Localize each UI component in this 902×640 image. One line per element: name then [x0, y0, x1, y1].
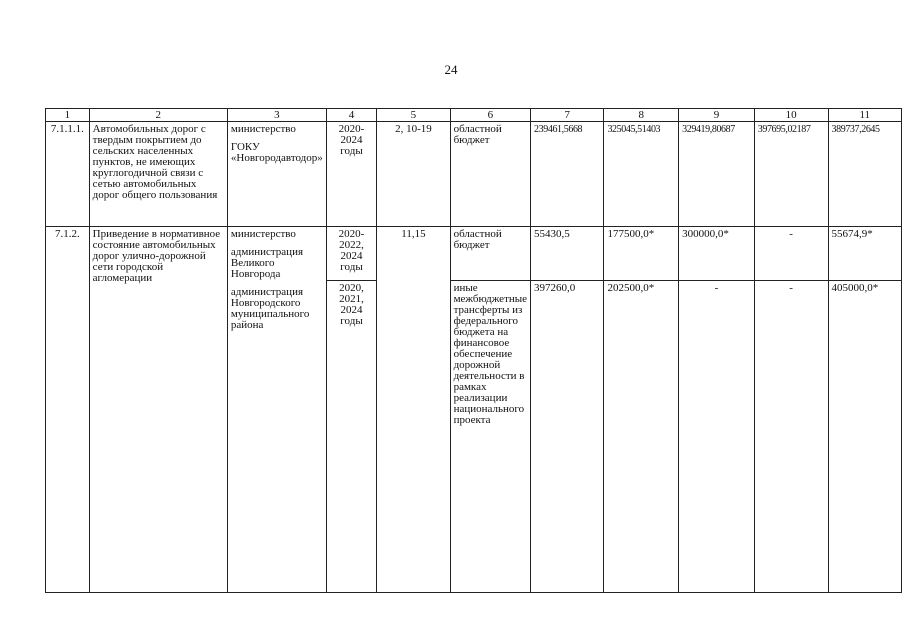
measure-name: Приведение в нормативное состояние автомобильных дорог улично-дорожной сети городской агломерации — [89, 227, 227, 593]
value-cell: 202500,0* — [604, 281, 679, 593]
header-cell: 8 — [604, 109, 679, 122]
header-cell: 3 — [227, 109, 326, 122]
funding-source: областной бюджет — [450, 122, 530, 227]
value-cell: 405000,0* — [828, 281, 901, 593]
header-cell: 7 — [531, 109, 604, 122]
executor: министерство — [230, 123, 296, 135]
target-indicator: 11,15 — [377, 227, 450, 593]
executor: министерство — [230, 228, 296, 240]
executors-cell — [227, 227, 326, 593]
target-indicator: 2, 10-19 — [377, 122, 450, 227]
executor: ГОКУ «Новгородавтодор» — [230, 141, 323, 164]
table-row — [46, 122, 902, 227]
period: 2020-2024 годы — [326, 122, 376, 227]
value-cell: 397695,02187 — [754, 122, 828, 227]
value-cell: 55430,5 — [531, 227, 604, 281]
row-number: 7.1.2. — [46, 227, 90, 593]
value-cell: - — [754, 281, 828, 593]
executors-cell — [227, 122, 326, 227]
value-cell: - — [679, 281, 755, 593]
budget-table — [45, 108, 902, 593]
value-cell: 329419,80687 — [679, 122, 755, 227]
header-row — [46, 109, 902, 122]
header-cell: 11 — [828, 109, 901, 122]
header-cell: 10 — [754, 109, 828, 122]
header-cell: 6 — [450, 109, 530, 122]
funding-source: иные межбюджетные трансферты из федерального бюджета на финансовое обеспечение дорожной деятельности в рамках реализации национального проекта — [450, 281, 530, 593]
period: 2020-2022, 2024 годы — [326, 227, 376, 281]
executor: администрация Великого Новгорода — [230, 246, 304, 280]
header-cell: 1 — [46, 109, 90, 122]
header-cell: 2 — [89, 109, 227, 122]
header-cell: 9 — [679, 109, 755, 122]
measure-name: Автомобильных дорог с твердым покрытием до сельских населенных пунктов, не имеющих круглогодичной связи с сетью автомобильных дорог общего пользования — [89, 122, 227, 227]
value-cell: 300000,0* — [679, 227, 755, 281]
header-cell: 4 — [326, 109, 376, 122]
funding-source: областной бюджет — [450, 227, 530, 281]
value-cell: - — [754, 227, 828, 281]
value-cell: 55674,9* — [828, 227, 901, 281]
executor: администрация Новгородского муниципального района — [230, 286, 310, 331]
page-number: 24 — [444, 62, 458, 77]
value-cell: 239461,5668 — [531, 122, 604, 227]
period: 2020, 2021, 2024 годы — [326, 281, 376, 593]
table-row — [46, 227, 902, 281]
value-cell: 397260,0 — [531, 281, 604, 593]
row-number: 7.1.1.1. — [46, 122, 90, 227]
value-cell: 389737,2645 — [828, 122, 901, 227]
header-cell: 5 — [377, 109, 450, 122]
value-cell: 325045,51403 — [604, 122, 679, 227]
value-cell: 177500,0* — [604, 227, 679, 281]
